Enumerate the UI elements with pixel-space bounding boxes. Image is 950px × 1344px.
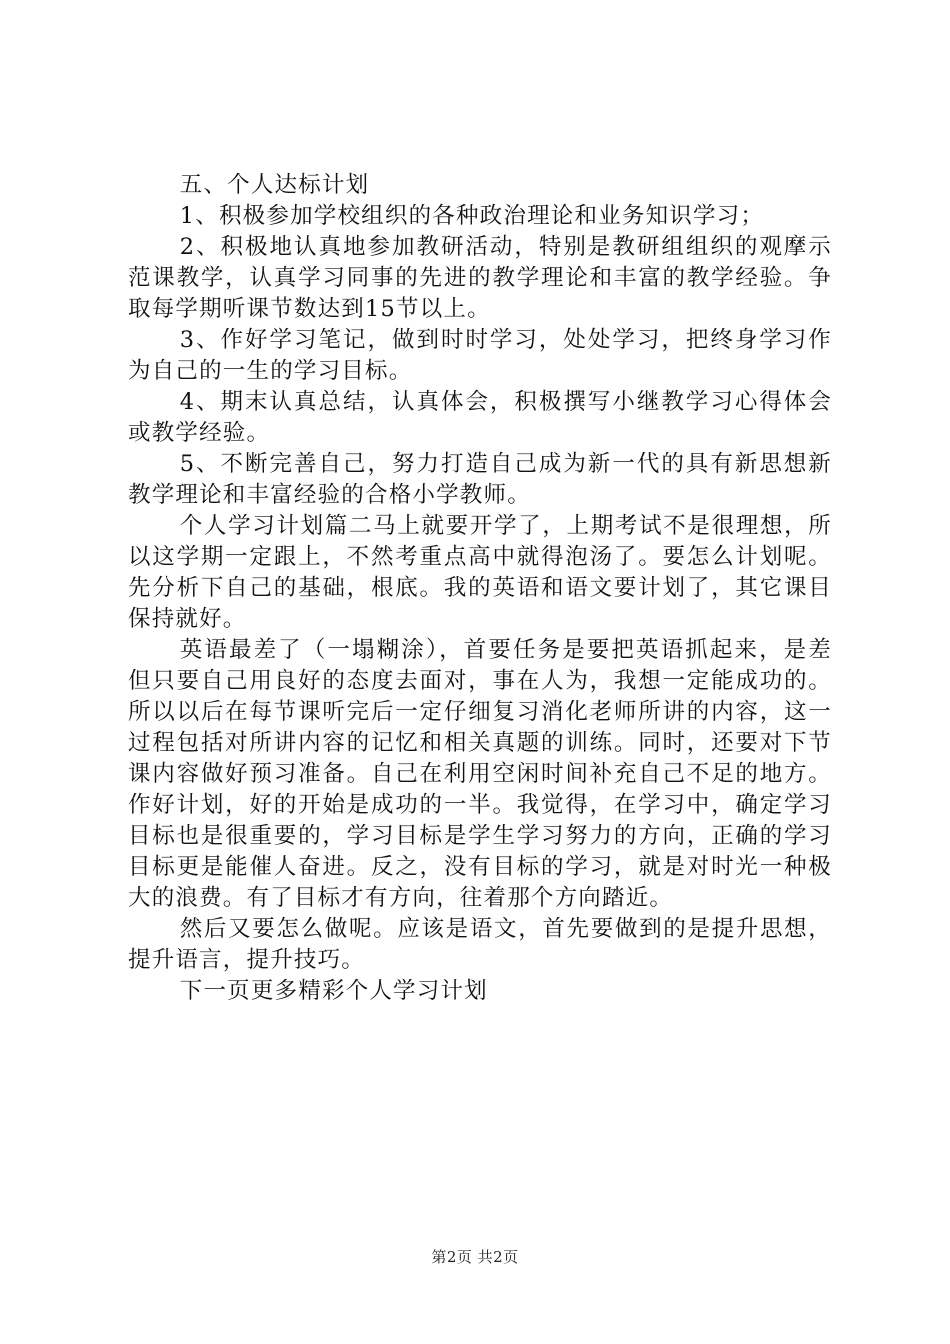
paragraph: 5、不断完善自己，努力打造自己成为新一代的具有新思想新教学理论和丰富经验的合格小学教师。 <box>128 451 832 508</box>
section-heading: 五、个人达标计划 <box>179 172 370 198</box>
paragraph: 然后又要怎么做呢。应该是语文，首先要做到的是提升思想，提升语言，提升技巧。 <box>128 916 832 973</box>
paragraph: 2、积极地认真地参加教研活动，特别是教研组组织的观摩示范课教学，认真学习同事的先进的教学理论和丰富的教学经验。争取每学期听课节数达到15节以上。 <box>128 234 832 322</box>
paragraph: 英语最差了（一塌糊涂），首要任务是要把英语抓起来，是差但只要自己用良好的态度去面对，事在人为，我想一定能成功的。所以以后在每节课听完后一定仔细复习消化老师所讲的内容，这一过程包括对所讲内容的记忆和相关真题的训练。同时，还要对下节课内容做好预习准备。自己在利用空闲时间补充自己不足的地方。作好计划，好的开始是成功的一半。我觉得，在学习中，确定学习目标也是很重要的，学习目标是学生学习努力的方向，正确的学习目标更是能催人奋进。反之，没有目标的学习，就是对时光一种极大的浪费。有了目标才有方向，往着那个方向踏近。 <box>128 637 832 911</box>
next-page-note: 下一页更多精彩个人学习计划 <box>179 978 488 1004</box>
document-body <box>128 170 832 1007</box>
paragraph: 4、期末认真总结，认真体会，积极撰写小继教学习心得体会或教学经验。 <box>128 389 832 446</box>
page-footer: 第2页 共2页 <box>431 1248 519 1266</box>
paragraph: 个人学习计划篇二马上就要开学了，上期考试不是很理想，所以这学期一定跟上，不然考重点高中就得泡汤了。要怎么计划呢。先分析下自己的基础，根底。我的英语和语文要计划了，其它课目保持就好。 <box>128 513 832 632</box>
paragraph: 1、积极参加学校组织的各种政治理论和业务知识学习； <box>179 203 765 229</box>
paragraph: 3、作好学习笔记，做到时时学习，处处学习，把终身学习作为自己的一生的学习目标。 <box>128 327 832 384</box>
